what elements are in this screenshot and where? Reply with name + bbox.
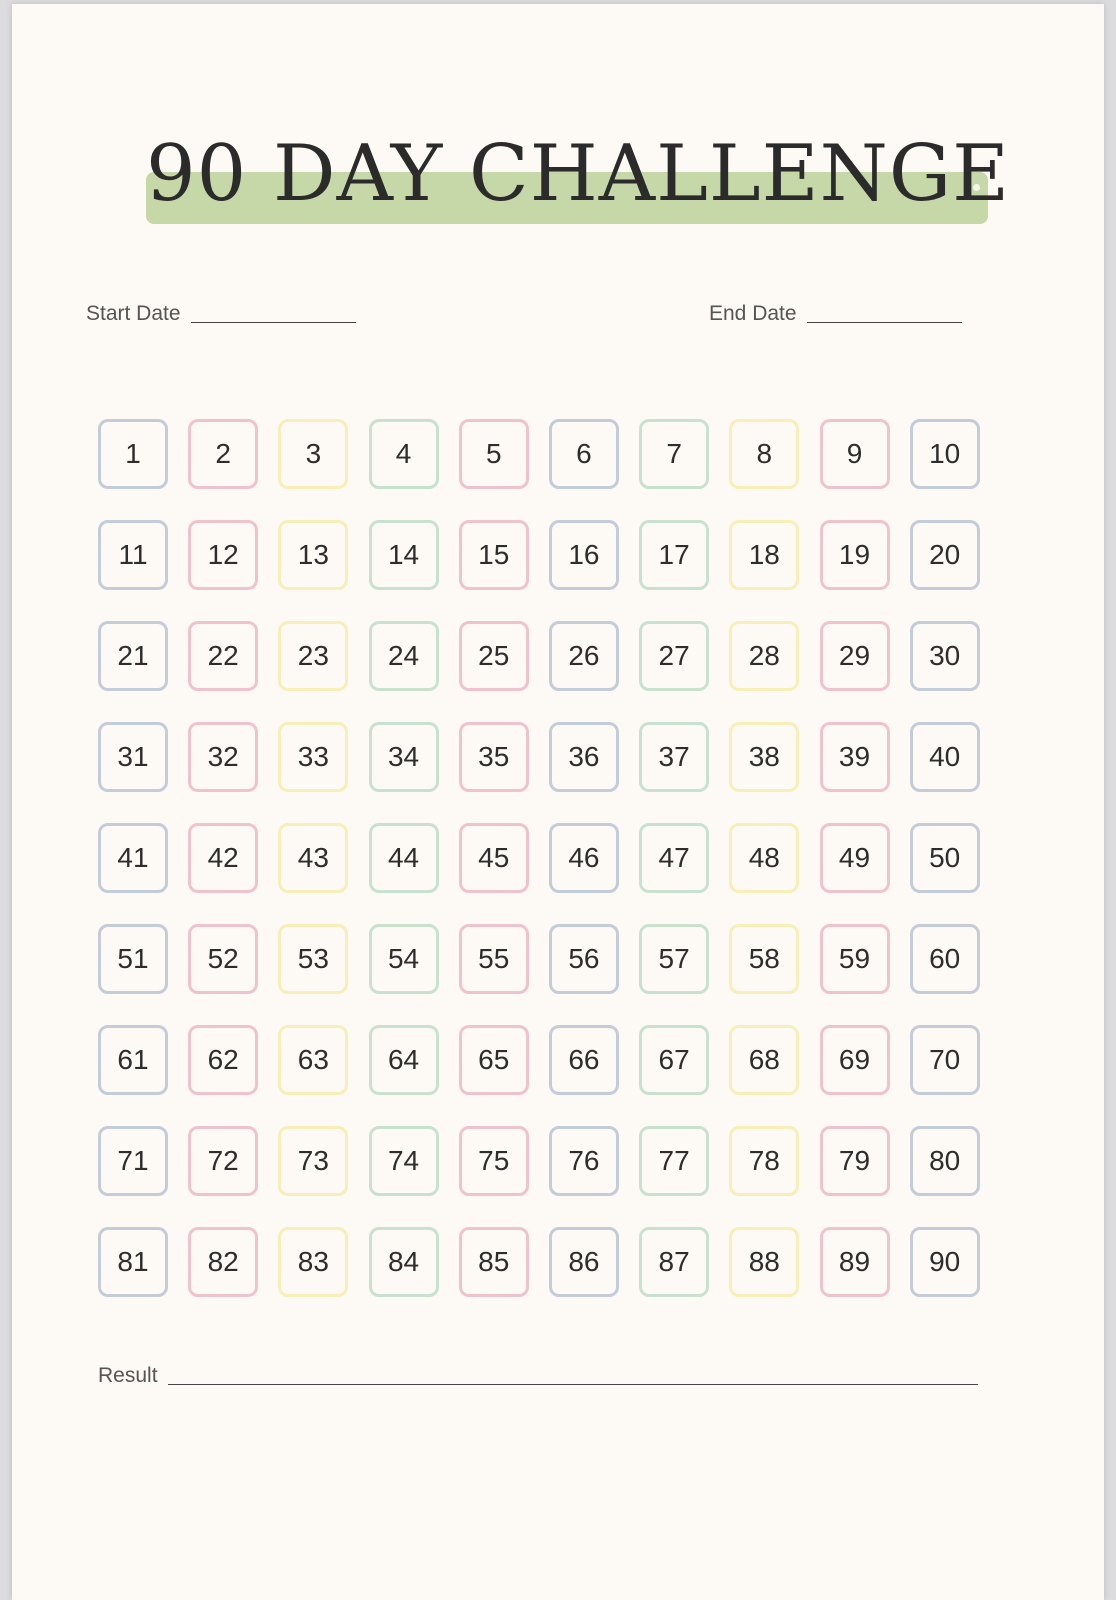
day-box[interactable]: 11	[98, 520, 168, 590]
day-box[interactable]: 79	[820, 1126, 890, 1196]
day-box[interactable]: 60	[910, 924, 980, 994]
day-box[interactable]: 7	[639, 419, 709, 489]
day-box[interactable]: 32	[188, 722, 258, 792]
day-box[interactable]: 16	[549, 520, 619, 590]
day-box[interactable]: 57	[639, 924, 709, 994]
day-box[interactable]: 43	[278, 823, 348, 893]
day-box[interactable]: 17	[639, 520, 709, 590]
day-box[interactable]: 2	[188, 419, 258, 489]
day-box[interactable]: 25	[459, 621, 529, 691]
day-box[interactable]: 54	[369, 924, 439, 994]
end-date-field	[709, 302, 962, 326]
day-box[interactable]: 12	[188, 520, 258, 590]
day-box[interactable]: 63	[278, 1025, 348, 1095]
day-box[interactable]: 61	[98, 1025, 168, 1095]
day-box[interactable]: 1	[98, 419, 168, 489]
day-box[interactable]: 27	[639, 621, 709, 691]
day-box[interactable]: 34	[369, 722, 439, 792]
day-box[interactable]: 86	[549, 1227, 619, 1297]
day-box[interactable]: 70	[910, 1025, 980, 1095]
day-box[interactable]: 88	[729, 1227, 799, 1297]
day-box[interactable]: 71	[98, 1126, 168, 1196]
day-box[interactable]: 75	[459, 1126, 529, 1196]
end-date-label: End Date	[709, 302, 797, 325]
day-box[interactable]: 45	[459, 823, 529, 893]
day-box[interactable]: 13	[278, 520, 348, 590]
day-box[interactable]: 18	[729, 520, 799, 590]
end-date-line[interactable]	[807, 322, 962, 323]
day-box[interactable]: 15	[459, 520, 529, 590]
day-box[interactable]: 81	[98, 1227, 168, 1297]
day-box[interactable]: 6	[549, 419, 619, 489]
result-line[interactable]	[168, 1384, 978, 1385]
day-box[interactable]: 48	[729, 823, 799, 893]
day-box[interactable]: 59	[820, 924, 890, 994]
day-box[interactable]: 41	[98, 823, 168, 893]
day-box[interactable]: 24	[369, 621, 439, 691]
day-box[interactable]: 28	[729, 621, 799, 691]
day-box[interactable]: 30	[910, 621, 980, 691]
day-box[interactable]: 76	[549, 1126, 619, 1196]
day-grid	[98, 419, 978, 1297]
day-box[interactable]: 14	[369, 520, 439, 590]
day-box[interactable]: 50	[910, 823, 980, 893]
day-box[interactable]: 33	[278, 722, 348, 792]
day-box[interactable]: 20	[910, 520, 980, 590]
day-box[interactable]: 22	[188, 621, 258, 691]
result-field	[98, 1364, 978, 1388]
day-box[interactable]: 56	[549, 924, 619, 994]
day-box[interactable]: 19	[820, 520, 890, 590]
day-box[interactable]: 64	[369, 1025, 439, 1095]
day-box[interactable]: 23	[278, 621, 348, 691]
day-box[interactable]: 36	[549, 722, 619, 792]
day-box[interactable]: 40	[910, 722, 980, 792]
day-box[interactable]: 51	[98, 924, 168, 994]
day-box[interactable]: 8	[729, 419, 799, 489]
day-box[interactable]: 82	[188, 1227, 258, 1297]
day-box[interactable]: 85	[459, 1227, 529, 1297]
day-box[interactable]: 72	[188, 1126, 258, 1196]
day-box[interactable]: 62	[188, 1025, 258, 1095]
day-box[interactable]: 89	[820, 1227, 890, 1297]
day-box[interactable]: 67	[639, 1025, 709, 1095]
day-box[interactable]: 65	[459, 1025, 529, 1095]
day-box[interactable]: 77	[639, 1126, 709, 1196]
day-box[interactable]: 84	[369, 1227, 439, 1297]
day-box[interactable]: 47	[639, 823, 709, 893]
day-box[interactable]: 42	[188, 823, 258, 893]
day-box[interactable]: 35	[459, 722, 529, 792]
day-box[interactable]: 78	[729, 1126, 799, 1196]
challenge-sheet	[12, 4, 1104, 1600]
day-box[interactable]: 80	[910, 1126, 980, 1196]
day-box[interactable]: 90	[910, 1227, 980, 1297]
day-box[interactable]: 83	[278, 1227, 348, 1297]
day-box[interactable]: 53	[278, 924, 348, 994]
day-box[interactable]: 58	[729, 924, 799, 994]
day-box[interactable]: 44	[369, 823, 439, 893]
day-box[interactable]: 87	[639, 1227, 709, 1297]
day-box[interactable]: 9	[820, 419, 890, 489]
day-box[interactable]: 46	[549, 823, 619, 893]
day-box[interactable]: 31	[98, 722, 168, 792]
day-box[interactable]: 52	[188, 924, 258, 994]
day-box[interactable]: 4	[369, 419, 439, 489]
day-box[interactable]: 66	[549, 1025, 619, 1095]
day-box[interactable]: 74	[369, 1126, 439, 1196]
day-box[interactable]: 55	[459, 924, 529, 994]
page-title: 90 DAY CHALLENGE	[146, 129, 1011, 219]
day-box[interactable]: 69	[820, 1025, 890, 1095]
day-box[interactable]: 49	[820, 823, 890, 893]
day-box[interactable]: 39	[820, 722, 890, 792]
start-date-field	[86, 302, 356, 326]
day-box[interactable]: 29	[820, 621, 890, 691]
day-box[interactable]: 26	[549, 621, 619, 691]
day-box[interactable]: 5	[459, 419, 529, 489]
day-box[interactable]: 68	[729, 1025, 799, 1095]
day-box[interactable]: 37	[639, 722, 709, 792]
result-label: Result	[98, 1364, 158, 1387]
day-box[interactable]: 3	[278, 419, 348, 489]
day-box[interactable]: 21	[98, 621, 168, 691]
title-block	[146, 124, 1011, 234]
start-date-label: Start Date	[86, 302, 181, 325]
start-date-line[interactable]	[191, 322, 356, 323]
day-box[interactable]: 10	[910, 419, 980, 489]
day-box[interactable]: 73	[278, 1126, 348, 1196]
day-box[interactable]: 38	[729, 722, 799, 792]
